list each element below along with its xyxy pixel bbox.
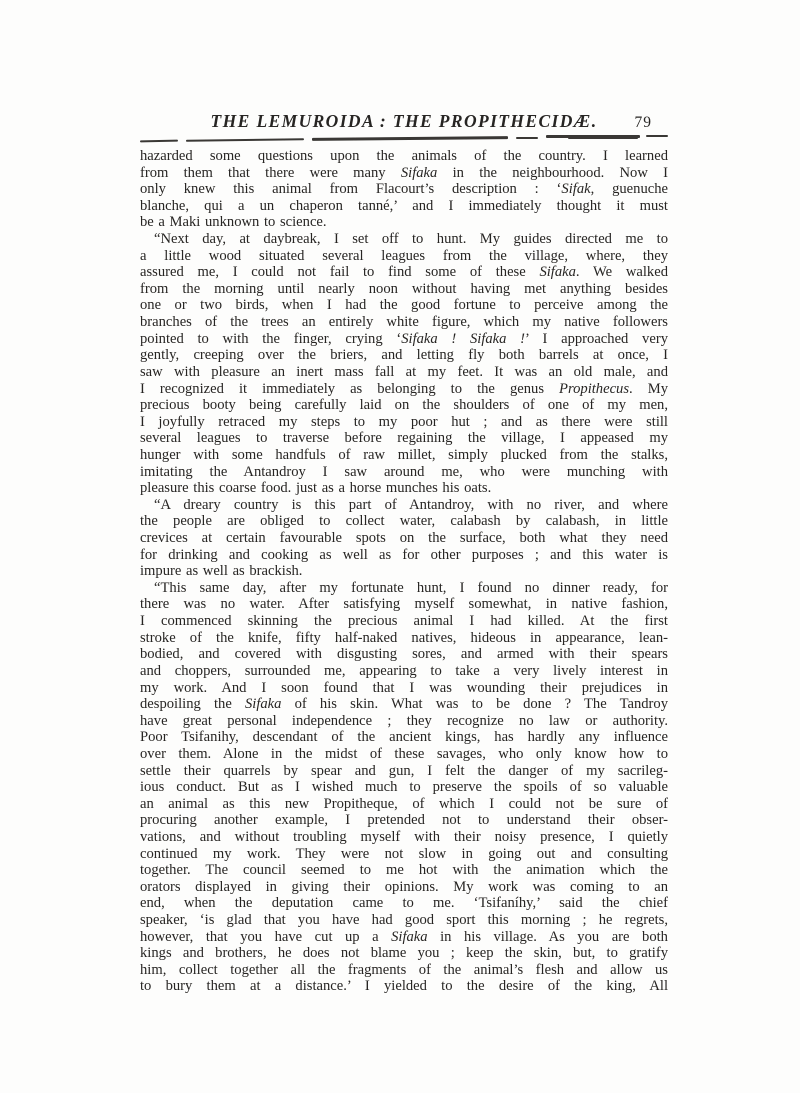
text-line: to bury them at a distance.’ I yielded to the desire of the king, All: [140, 978, 668, 995]
rule-segment: [646, 135, 668, 137]
text-line: pleasure this coarse food. just as a horse munches his oats.: [140, 480, 492, 497]
text-line: I joyfully retraced my steps to my poor hut ; and as there were still: [140, 413, 668, 430]
text-line: hunger with some handfuls of raw millet, simply plucked from the stalks,: [140, 446, 668, 463]
text-line: ious conduct. But as I wished much to preserve the spoils of so valuable: [140, 779, 668, 796]
text-line: together. The council seemed to me hot with the animation which the: [140, 862, 668, 879]
text-line: him, collect together all the fragments of the animal’s flesh and allow us: [140, 961, 668, 978]
text-line: there was no water. After satisfying myself somewhat, in native fashion,: [140, 596, 668, 613]
rule-segment: [516, 137, 538, 139]
text-line: vations, and without troubling myself with their noisy presence, I quietly: [140, 828, 668, 845]
text-line: crevices at certain favourable spots on the surface, both what they need: [140, 530, 668, 547]
italic-species-name: Sifaka: [400, 164, 438, 181]
text-line: a little wood situated several leagues from the village, where, they: [140, 247, 668, 264]
text-line: saw with pleasure an inert mass fall at my feet. It was an old male, and: [140, 363, 668, 380]
paragraph: [140, 231, 668, 497]
text-line: bodied, and covered with disgusting sores, and armed with their spears: [140, 646, 668, 663]
text-line: from them that there were many Sifaka in the neighbourhood. Now I: [140, 164, 669, 181]
text-line: impure as well as brackish.: [140, 563, 303, 580]
text-line: have great personal independence ; they recognize no law or authority.: [140, 712, 668, 729]
text-line: imitating the Antandroy I saw around me, who were munching with: [140, 463, 668, 480]
text-line: one or two birds, when I had the good fortune to perceive among the: [140, 297, 668, 314]
text-line: branches of the trees an entirely white figure, which my native followers: [140, 314, 668, 331]
page-number: 79: [634, 114, 652, 131]
text-line: only knew this animal from Flacourt’s description : ‘Sifak, guenuche: [140, 181, 668, 198]
text-line: however, that you have cut up a Sifaka in his village. As you are both: [140, 928, 668, 945]
text-line: Poor Tsifanihy, descendant of the ancient kings, has hardly any influence: [140, 729, 668, 746]
text-line: assured me, I could not fail to find some of these Sifaka. We walked: [140, 264, 668, 281]
rule-segment: [186, 138, 304, 142]
text-line: my work. And I soon found that I was wounding their prejudices in: [140, 679, 668, 696]
header-rule: [140, 134, 668, 144]
paragraph: [140, 580, 668, 995]
text-line: for drinking and cooking as well as for other purposes ; and this water is: [140, 546, 668, 563]
text-line: be a Maki unknown to science.: [140, 214, 327, 231]
text-line: pointed to with the finger, crying ‘Sifaka ! Sifaka !’ I approached very: [140, 330, 668, 347]
italic-species-name: Sifaka: [391, 928, 428, 945]
text-line: stroke of the knife, fifty half-naked natives, hideous in appearance, lean-: [140, 629, 668, 646]
paragraph: [140, 497, 668, 580]
text-line: the people are obliged to collect water, calabash by calabash, in little: [140, 513, 668, 530]
text-line: despoiling the Sifaka of his skin. What was to be done ? The Tandroy: [140, 696, 668, 713]
rule-segment: [312, 136, 508, 140]
text-line: blanche, qui a un chaperon tanné,’ and I immediately thought it must: [140, 197, 668, 214]
text-line: from the morning until nearly noon without having met anything besides: [140, 280, 668, 297]
page-header: [140, 111, 668, 135]
text-line: precious booty being carefully laid on the shoulders of one of my men,: [140, 397, 668, 414]
rule-segment: [568, 136, 638, 139]
paragraph: [140, 148, 668, 231]
italic-species-name: Sifaka: [539, 264, 576, 281]
text-line: over them. Alone in the midst of these savages, who only know how to: [140, 745, 668, 762]
text-line: orators displayed in giving their opinions. My work was coming to an: [140, 878, 668, 895]
text-line: I recognized it immediately as belonging to the genus Propithecus. My: [140, 380, 668, 397]
text-line: end, when the deputation came to me. ‘Tsifaníhy,’ said the chief: [140, 895, 668, 912]
italic-species-name: Sifaka ! Sifaka !: [401, 330, 526, 347]
text-line: several leagues to traverse before regaining the village, I appeased my: [140, 430, 668, 447]
italic-species-name: Propithecus: [559, 380, 630, 397]
text-line: and choppers, surrounded me, appearing to take a very lively interest in: [140, 662, 668, 679]
text-line: continued my work. They were not slow in going out and consulting: [140, 845, 668, 862]
text-line: “Next day, at daybreak, I set off to hunt. My guides directed me to: [154, 231, 668, 248]
italic-species-name: Sifaka: [244, 696, 282, 713]
text-line: hazarded some questions upon the animals of the country. I learned: [140, 148, 668, 164]
rule-segment: [140, 140, 178, 143]
italic-species-name: Sifak: [561, 181, 591, 198]
text-line: kings and brothers, he does not blame you ; keep the skin, but, to gratify: [140, 945, 668, 962]
running-title: THE LEMUROIDA : THE PROPITHECIDÆ.: [210, 111, 598, 131]
text-line: speaker, ‘is glad that you have had good sport this morning ; he regrets,: [140, 912, 668, 929]
text-line: an animal as this new Propitheque, of which I could not be sure of: [140, 795, 668, 812]
text-line: I commenced skinning the precious animal I had killed. At the first: [140, 613, 668, 630]
text-line: gently, creeping over the briers, and letting fly both barrels at once, I: [140, 347, 668, 364]
text-line: procuring another example, I pretended not to understand their obser-: [140, 812, 668, 829]
text-line: settle their quarrels by spear and gun, I felt the danger of my sacrileg-: [140, 762, 668, 779]
text-line: “This same day, after my fortunate hunt, I found no dinner ready, for: [154, 579, 668, 596]
text-block: [140, 148, 668, 995]
text-line: “A dreary country is this part of Antandroy, with no river, and where: [154, 496, 668, 513]
